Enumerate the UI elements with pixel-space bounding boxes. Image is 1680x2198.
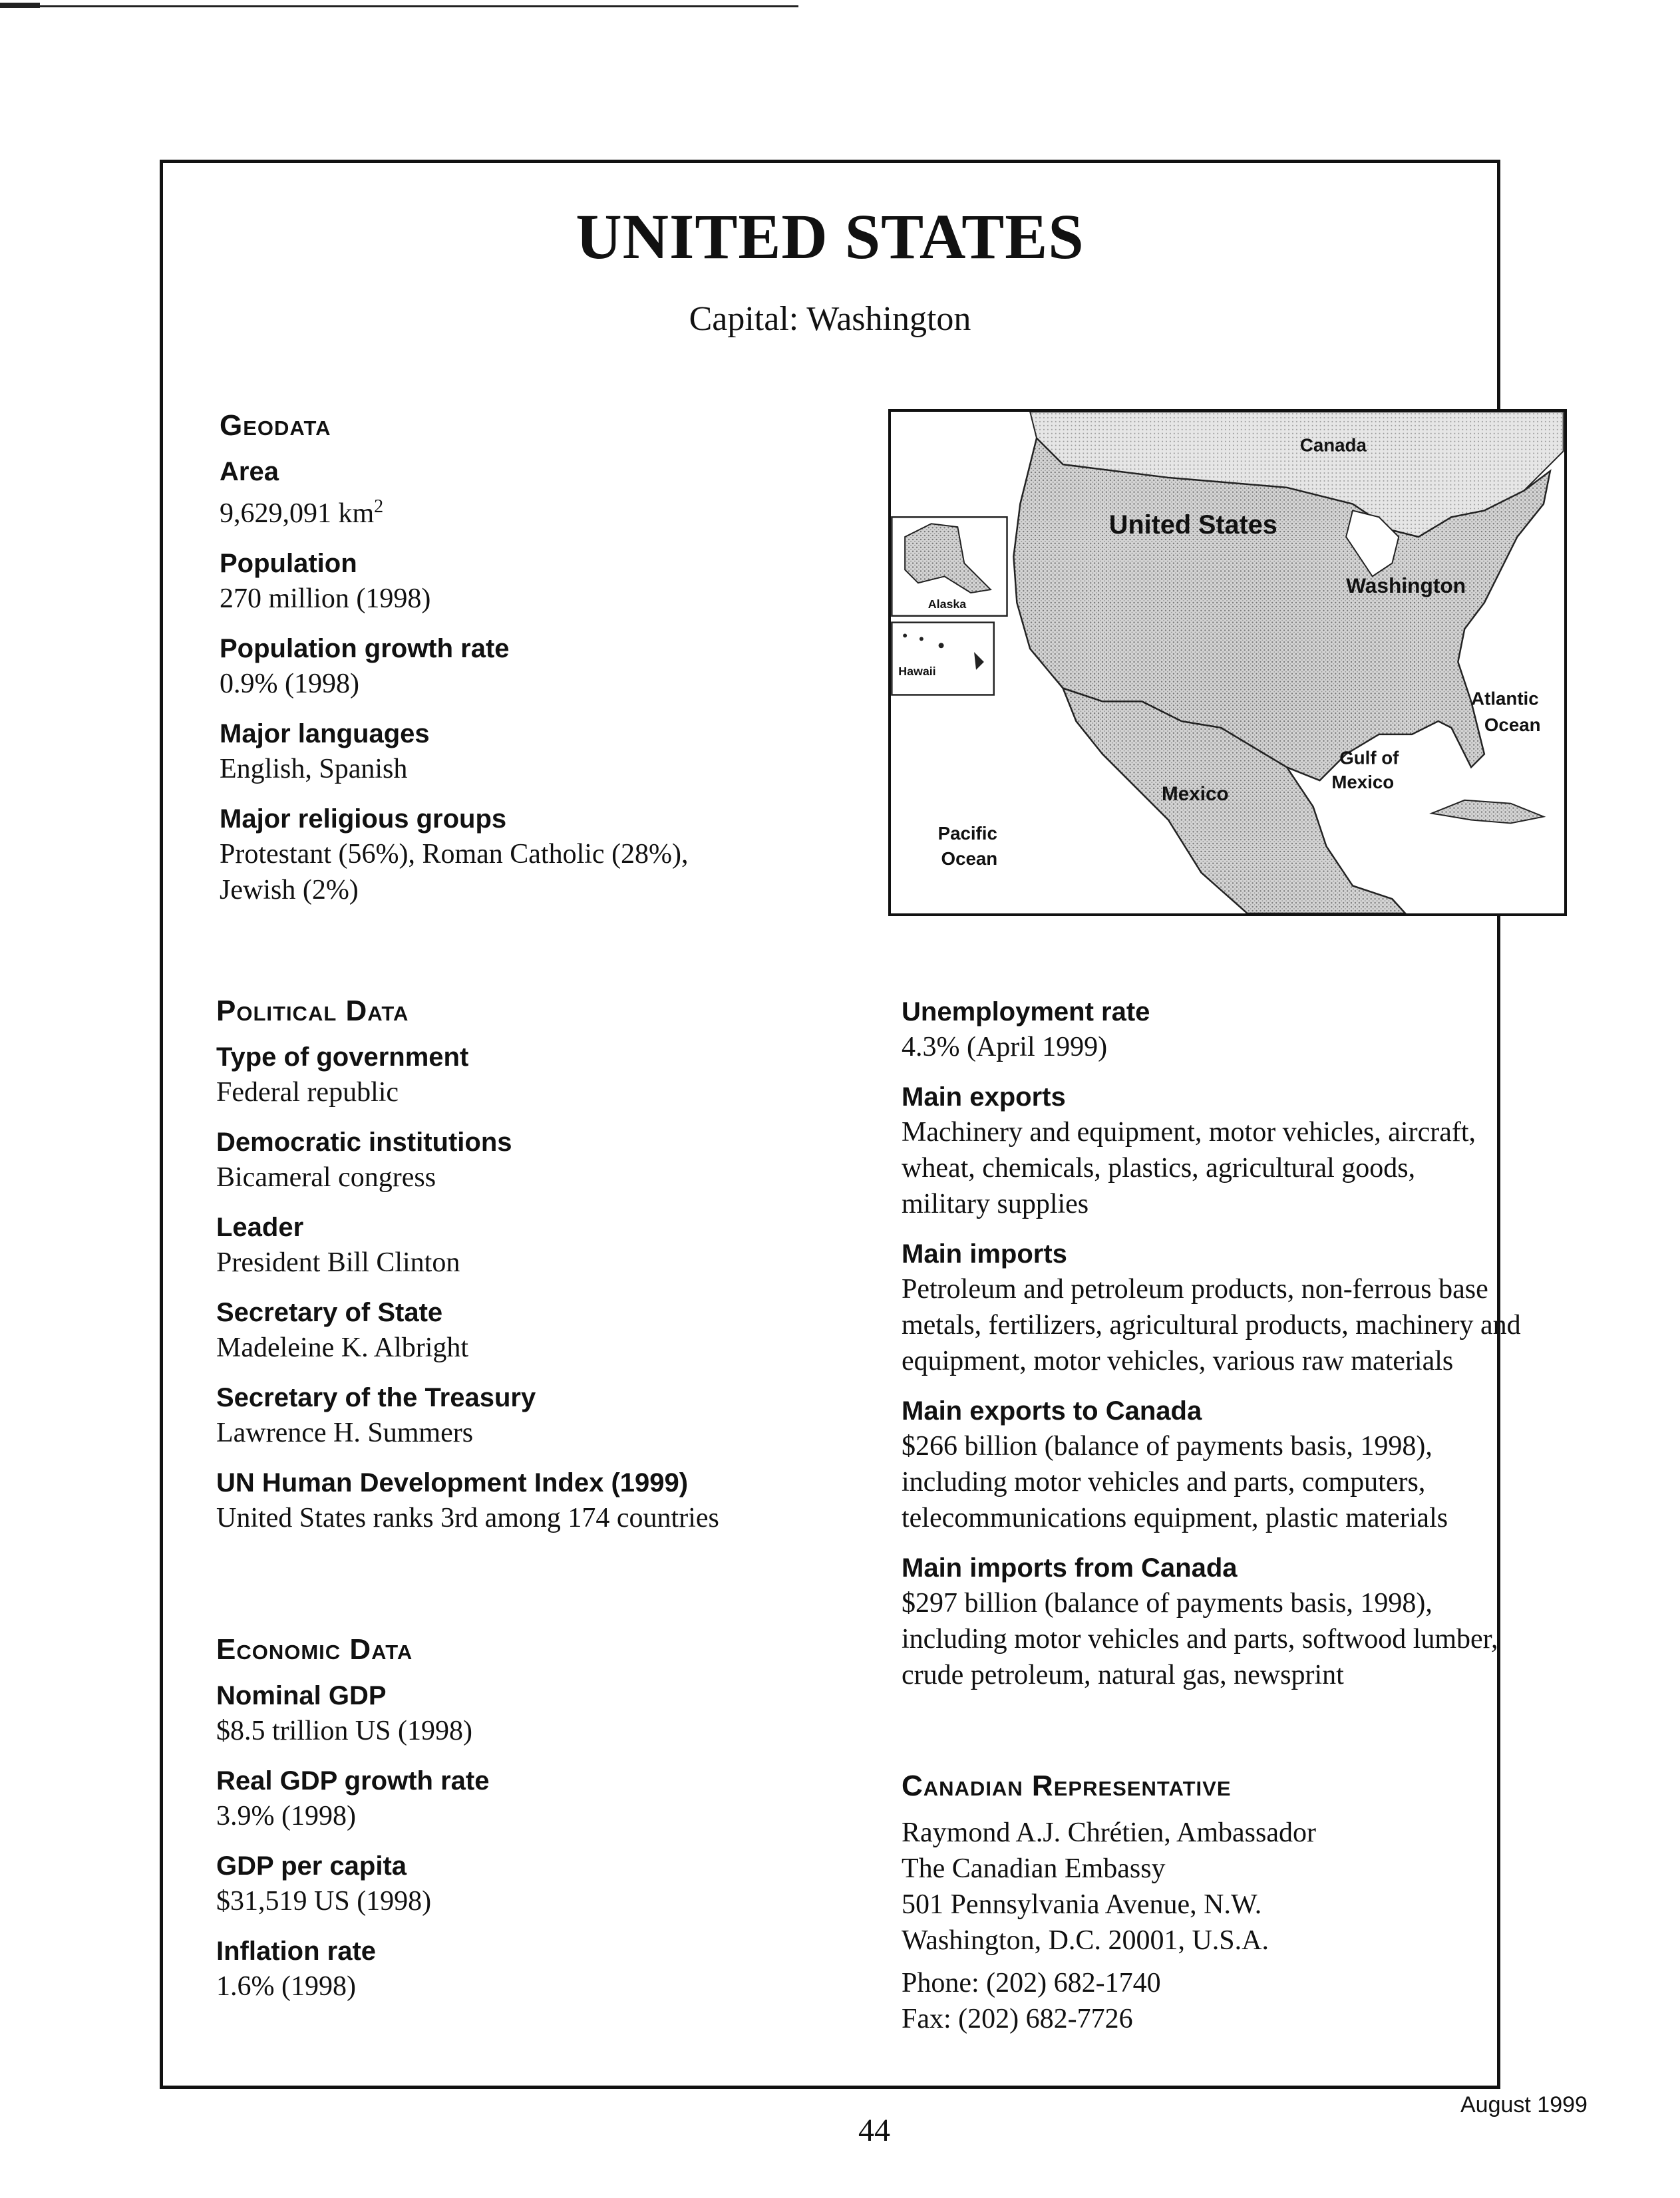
rep-fax: Fax: (202) 682-7726 <box>902 2004 1133 2034</box>
gdp-per-capita-label: GDP per capita <box>216 1851 407 1881</box>
languages-label: Major languages <box>220 719 430 748</box>
gdp-per-capita-value: $31,519 US (1998) <box>216 1886 432 1917</box>
map-label-gulf-1: Gulf of <box>1339 747 1399 768</box>
rep-phone: Phone: (202) 682-1740 <box>902 1968 1161 1998</box>
us-map <box>888 409 1567 916</box>
exports-value-2: wheat, chemicals, plastics, agricultural goods, <box>902 1153 1416 1183</box>
exports-to-canada-label: Main exports to Canada <box>902 1396 1202 1426</box>
political-section <box>216 995 882 1551</box>
imports-label: Main imports <box>902 1239 1067 1269</box>
map-label-gulf-2: Mexico <box>1331 771 1395 792</box>
dem-label: Democratic institutions <box>216 1128 512 1157</box>
religion-value-1: Protestant (56%), Roman Catholic (28%), <box>220 839 689 869</box>
leader-value: President Bill Clinton <box>216 1247 460 1278</box>
area-superscript: 2 <box>374 496 384 517</box>
hdi-value: United States ranks 3rd among 174 countries <box>216 1503 719 1533</box>
map-label-hawaii: Hawaii <box>898 664 936 678</box>
page-number: 44 <box>858 2113 890 2148</box>
map-label-canada: Canada <box>1299 434 1367 456</box>
dem-value: Bicameral congress <box>216 1162 436 1193</box>
representative-heading: Canadian Representative <box>902 1770 1232 1802</box>
trade-section <box>902 995 1567 1708</box>
imports-from-canada-value-3: crude petroleum, natural gas, newsprint <box>902 1660 1344 1690</box>
footer-date: August 1999 <box>1460 2092 1588 2118</box>
inflation-value: 1.6% (1998) <box>216 1971 356 2002</box>
map-label-washington: Washington <box>1346 573 1466 598</box>
representative-section <box>902 1770 1567 2037</box>
gdp-value: $8.5 trillion US (1998) <box>216 1716 472 1746</box>
area-value <box>220 489 852 532</box>
scan-artifact-line <box>0 5 798 7</box>
exports-to-canada-value-2: including motor vehicles and parts, computers, <box>902 1467 1426 1497</box>
map-label-united-states: United States <box>1108 510 1277 540</box>
growth-value: 0.9% (1998) <box>220 669 359 699</box>
sos-label: Secretary of State <box>216 1298 443 1327</box>
unemployment-label: Unemployment rate <box>902 997 1150 1026</box>
map-label-pacific-2: Ocean <box>941 848 998 869</box>
imports-value-2: metals, fertilizers, agricultural products, machinery and <box>902 1310 1521 1340</box>
religion-label: Major religious groups <box>220 804 507 834</box>
map-label-atlantic-2: Ocean <box>1484 714 1541 735</box>
religion-value-2: Jewish (2%) <box>220 875 359 905</box>
population-label: Population <box>220 549 357 578</box>
gov-value: Federal republic <box>216 1077 399 1108</box>
real-gdp-value: 3.9% (1998) <box>216 1801 356 1831</box>
imports-from-canada-label: Main imports from Canada <box>902 1553 1238 1583</box>
treasury-value: Lawrence H. Summers <box>216 1418 474 1448</box>
map-label-pacific-1: Pacific <box>937 823 997 844</box>
treasury-label: Secretary of the Treasury <box>216 1383 536 1412</box>
cuba-shape <box>1432 800 1544 824</box>
map-label-mexico: Mexico <box>1162 782 1229 805</box>
leader-label: Leader <box>216 1213 304 1242</box>
exports-to-canada-value-3: telecommunications equipment, plastic materials <box>902 1503 1448 1533</box>
page-title: UNITED STATES <box>576 201 1085 272</box>
hdi-label: UN Human Development Index (1999) <box>216 1468 689 1497</box>
economic-heading: Economic Data <box>216 1633 413 1666</box>
population-value: 270 million (1998) <box>220 583 431 614</box>
gov-label: Type of government <box>216 1042 469 1072</box>
unemployment-value: 4.3% (April 1999) <box>902 1032 1108 1062</box>
political-heading: Political Data <box>216 995 409 1027</box>
geodata-heading: Geodata <box>220 409 331 442</box>
real-gdp-label: Real GDP growth rate <box>216 1766 490 1796</box>
gdp-label: Nominal GDP <box>216 1681 387 1710</box>
geodata-section <box>220 409 852 923</box>
exports-value-3: military supplies <box>902 1189 1089 1219</box>
rep-line-3: 501 Pennsylvania Avenue, N.W. <box>902 1889 1262 1920</box>
capital-line: Capital: Washington <box>689 300 971 338</box>
exports-to-canada-value-1: $266 billion (balance of payments basis, 1998), <box>902 1431 1432 1462</box>
map-label-alaska: Alaska <box>927 597 967 611</box>
inflation-label: Inflation rate <box>216 1937 377 1966</box>
rep-line-4: Washington, D.C. 20001, U.S.A. <box>902 1925 1269 1956</box>
area-label: Area <box>220 457 279 486</box>
exports-label: Main exports <box>902 1082 1066 1112</box>
map-label-atlantic-1: Atlantic <box>1471 688 1539 709</box>
sos-value: Madeleine K. Albright <box>216 1333 469 1363</box>
economic-section <box>216 1633 882 2019</box>
area-number: 9,629,091 km <box>220 498 375 529</box>
rep-line-1: Raymond A.J. Chrétien, Ambassador <box>902 1817 1316 1848</box>
languages-value: English, Spanish <box>220 754 408 784</box>
exports-value-1: Machinery and equipment, motor vehicles, aircraft, <box>902 1117 1476 1148</box>
imports-value-3: equipment, motor vehicles, various raw materials <box>902 1346 1454 1376</box>
imports-value-1: Petroleum and petroleum products, non-ferrous base <box>902 1274 1488 1305</box>
imports-from-canada-value-2: including motor vehicles and parts, softwood lumber, <box>902 1624 1498 1654</box>
rep-line-2: The Canadian Embassy <box>902 1853 1166 1884</box>
imports-from-canada-value-1: $297 billion (balance of payments basis, 1998), <box>902 1588 1432 1619</box>
growth-label: Population growth rate <box>220 634 510 663</box>
